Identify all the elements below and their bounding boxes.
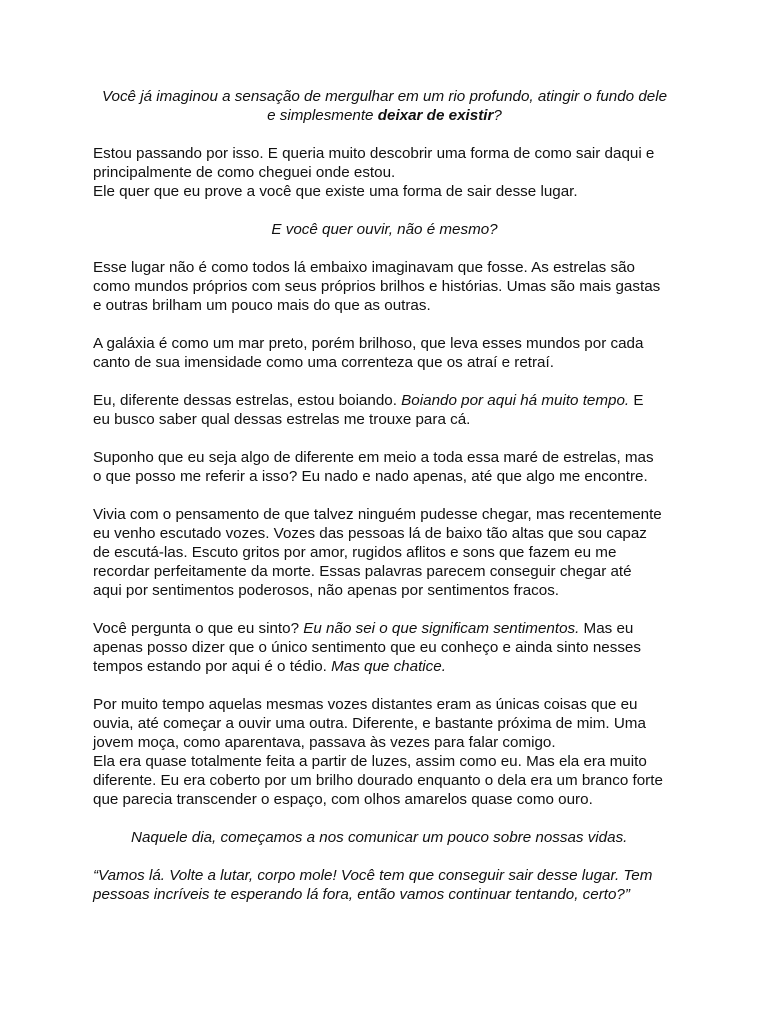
paragraph-5-line-2: o que posso me referir a isso? Eu nado e nado apenas, até que algo me encontre.: [93, 468, 648, 485]
question-1: E você quer ouvir, não é mesmo?: [271, 221, 498, 238]
paragraph-8: [93, 695, 676, 809]
paragraph-7-text-c: tempos estando por aqui é o tédio.: [93, 658, 332, 675]
paragraph-6-line-4: recordar perfeitamente da morte. Essas palavras parecem conseguir chegar até: [93, 563, 632, 580]
quote-line-2: pessoas incríveis te esperando lá fora, então vamos continuar tentando, certo?”: [93, 886, 630, 903]
paragraph-2-line-3: e outras brilham um pouco mais do que as outras.: [93, 297, 431, 314]
paragraph-4-italic: Boiando por aqui há muito tempo.: [401, 392, 630, 409]
intro-bold-text: deixar de existir: [377, 107, 494, 124]
paragraph-7-italic-end: Mas que chatice.: [331, 658, 446, 675]
paragraph-4-line-2: eu busco saber qual dessas estrelas me trouxe para cá.: [93, 411, 471, 428]
paragraph-7: [93, 619, 676, 676]
paragraph-5: [93, 448, 676, 486]
paragraph-1-line-1: Estou passando por isso. E queria muito descobrir uma forma de como sair daqui e: [93, 145, 655, 162]
paragraph-8-line-4: Ela era quase totalmente feita a partir de luzes, assim como eu. Mas ela era muito: [93, 753, 647, 770]
paragraph-8-line-2: ouvia, até começar a ouvir uma outra. Diferente, e bastante próxima de mim. Uma: [93, 715, 646, 732]
paragraph-8-line-6: que parecia transcender o espaço, com olhos amarelos quase como ouro.: [93, 791, 593, 808]
paragraph-4-text-b: E: [629, 392, 644, 409]
paragraph-2: [93, 258, 676, 315]
paragraph-1: [93, 144, 676, 201]
paragraph-7-text-b: Mas eu: [579, 620, 634, 637]
paragraph-3-line-2: canto de sua imensidade como uma correnteza que os atraí e retraí.: [93, 354, 554, 371]
paragraph-6-line-1: Vivia com o pensamento de que talvez ninguém pudesse chegar, mas recentemente: [93, 506, 662, 523]
paragraph-8-line-5: diferente. Eu era coberto por um brilho dourado enquanto o dela era um branco forte: [93, 772, 663, 789]
intro-punctuation: ?: [493, 107, 502, 124]
paragraph-6-line-5: aqui por sentimentos poderosos, não apenas por sentimentos fracos.: [93, 582, 560, 599]
paragraph-7-line-1: [93, 619, 676, 638]
paragraph-7-text-a: Você pergunta o que eu sinto?: [93, 620, 304, 637]
intro-line-2: [93, 106, 676, 125]
paragraph-7-line-3: [93, 657, 676, 676]
paragraph-6-line-2: eu venho escutado vozes. Vozes das pessoas lá de baixo tão altas que sou capaz: [93, 525, 647, 542]
paragraph-1-line-3: Ele quer que eu prove a você que existe uma forma de sair desse lugar.: [93, 183, 578, 200]
paragraph-3: [93, 334, 676, 372]
paragraph-4-line-1: [93, 391, 676, 410]
paragraph-4-text-a: Eu, diferente dessas estrelas, estou boiando.: [93, 392, 402, 409]
paragraph-8-line-1: Por muito tempo aquelas mesmas vozes distantes eram as únicas coisas que eu: [93, 696, 638, 713]
quote-line-1: “Vamos lá. Volte a lutar, corpo mole! Você tem que conseguir sair desse lugar. Tem: [93, 867, 653, 884]
paragraph-2-line-2: como mundos próprios com seus próprios brilhos e histórias. Umas são mais gastas: [93, 278, 661, 295]
paragraph-2-line-1: Esse lugar não é como todos lá embaixo imaginavam que fosse. As estrelas são: [93, 259, 635, 276]
intro-text: e simplesmente: [267, 107, 378, 124]
paragraph-7-italic: Eu não sei o que significam sentimentos.: [303, 620, 580, 637]
paragraph-4: [93, 391, 676, 429]
paragraph-5-line-1: Suponho que eu seja algo de diferente em meio a toda essa maré de estrelas, mas: [93, 449, 654, 466]
intro-line-1: Você já imaginou a sensação de mergulhar em um rio profundo, atingir o fundo dele: [101, 88, 668, 105]
paragraph-8-line-3: jovem moça, como aparentava, passava às vezes para falar comigo.: [93, 734, 556, 751]
intro-paragraph: [93, 87, 676, 125]
paragraph-6: [93, 505, 676, 600]
question-2: Naquele dia, começamos a nos comunicar um pouco sobre nossas vidas.: [131, 829, 628, 846]
paragraph-7-line-2: apenas posso dizer que o único sentimento que eu conheço e ainda sinto nesses: [93, 639, 641, 656]
paragraph-1-line-2: principalmente de como cheguei onde estou.: [93, 164, 396, 181]
paragraph-3-line-1: A galáxia é como um mar preto, porém brilhoso, que leva esses mundos por cada: [93, 335, 644, 352]
quote-paragraph: [93, 866, 676, 904]
paragraph-6-line-3: de escutá-las. Escuto gritos por amor, rugidos aflitos e sons que fazem eu me: [93, 544, 617, 561]
